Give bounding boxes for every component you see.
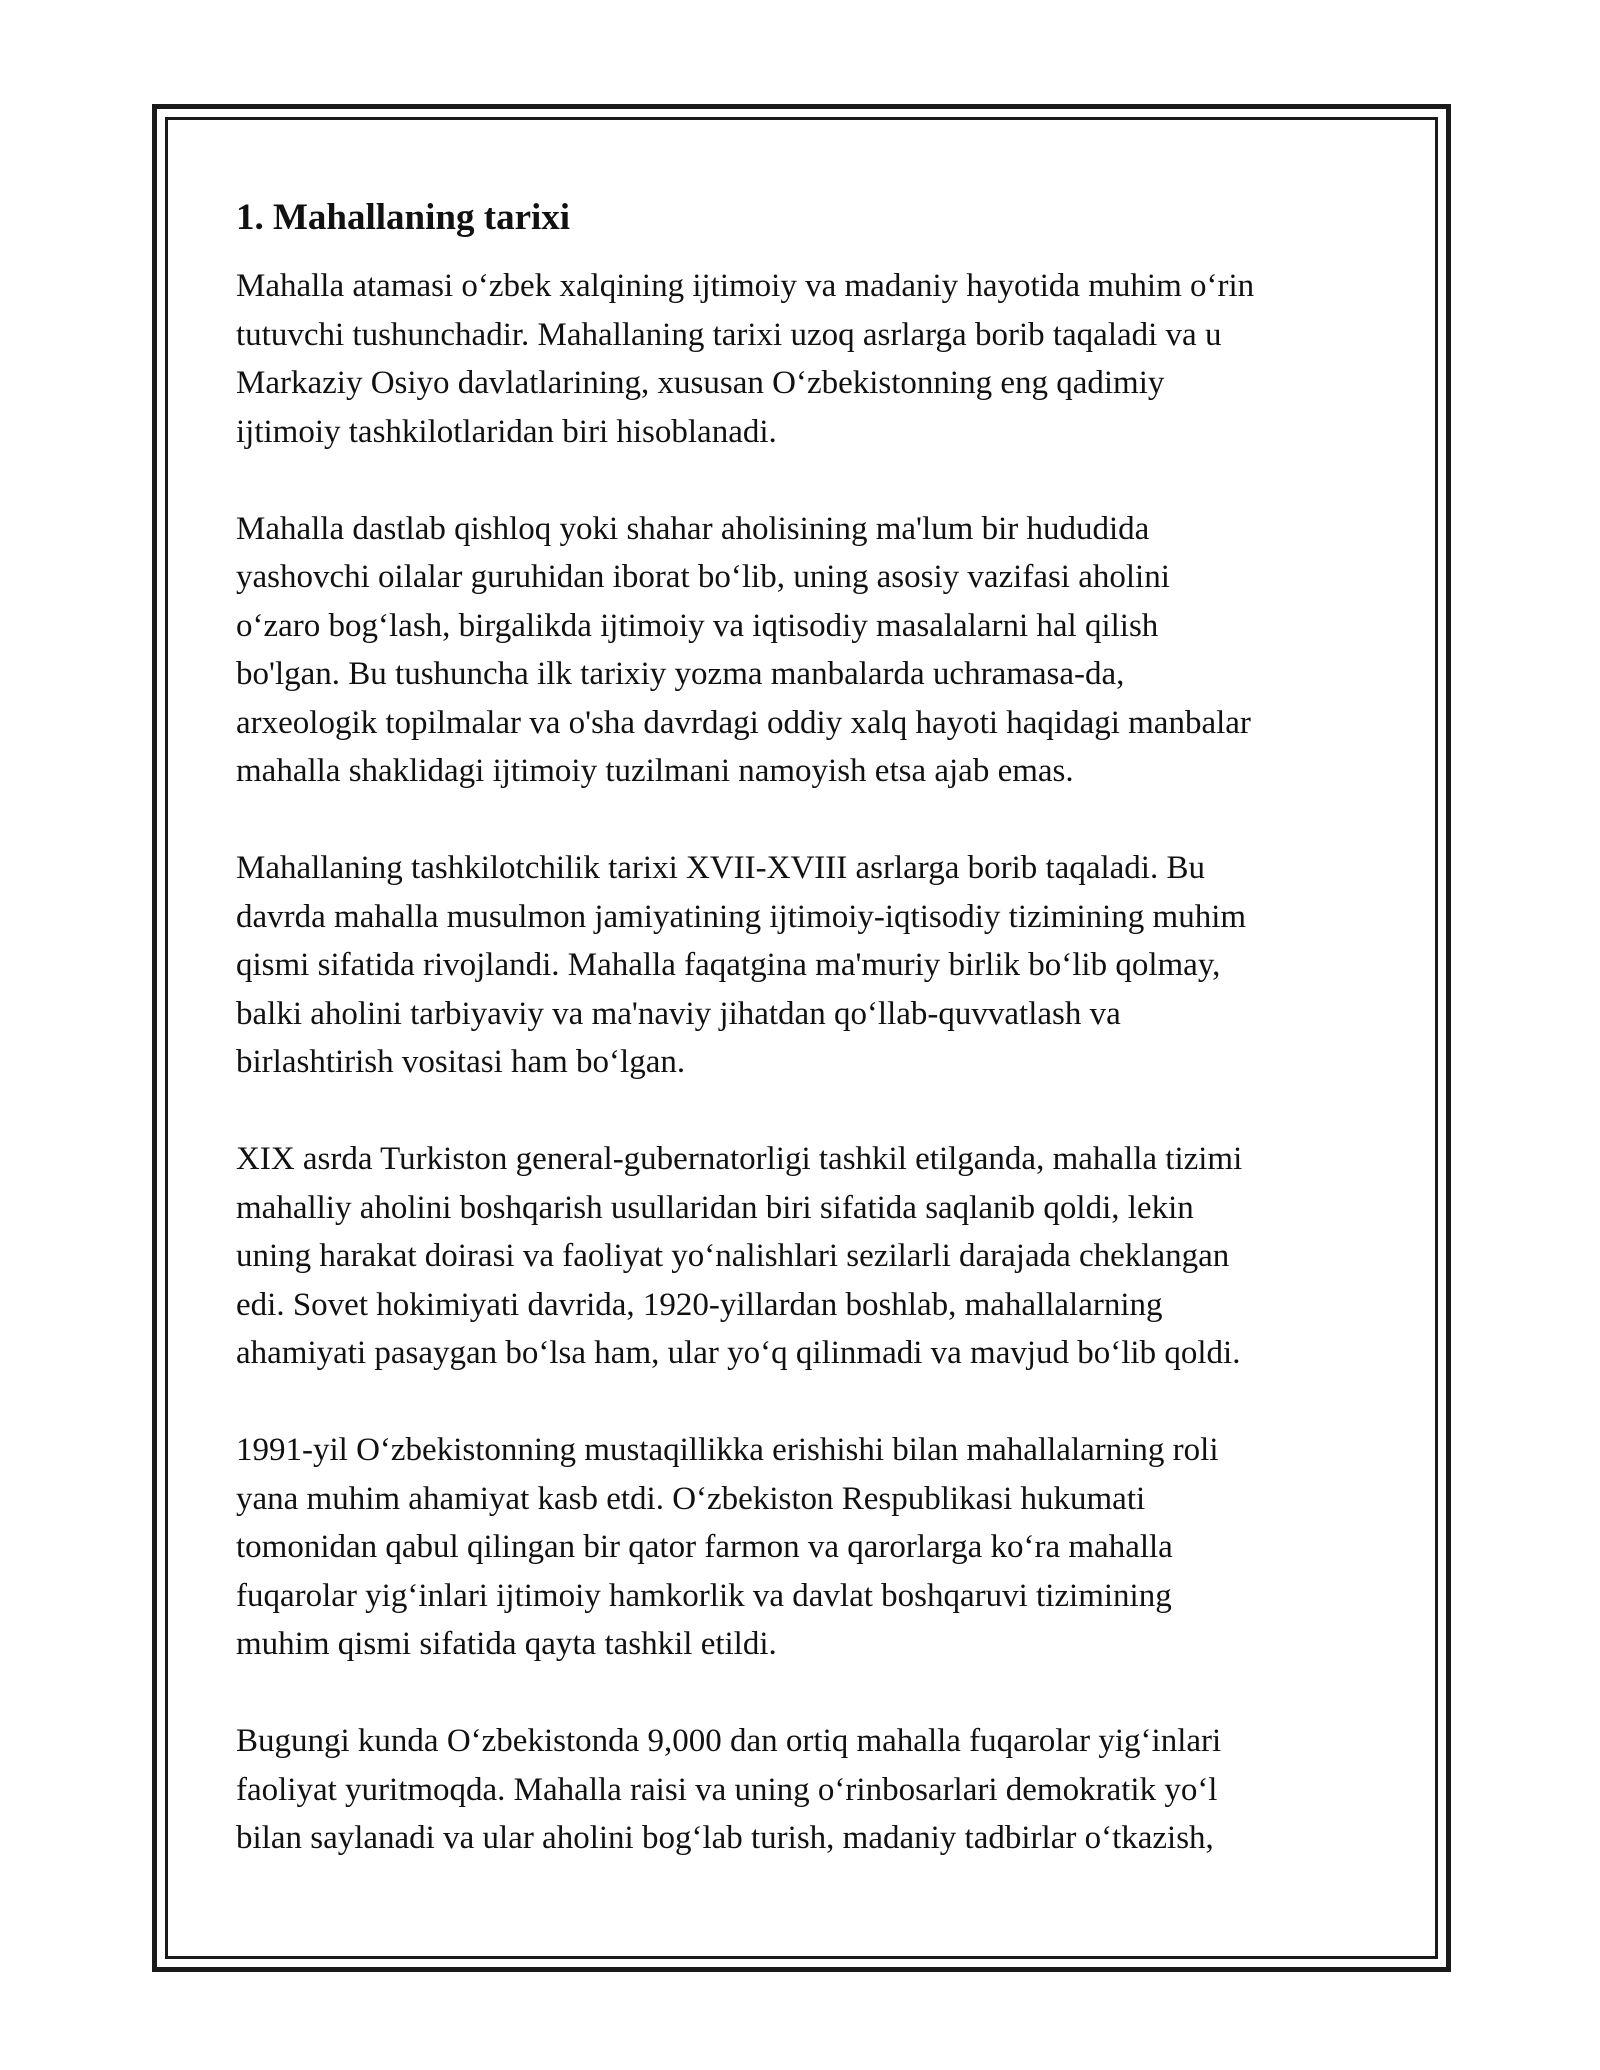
paragraph-6 (236, 1717, 1376, 1863)
text-line: yana muhim ahamiyat kasb etdi. O‘zbekiston Respublikasi hukumati (236, 1480, 1146, 1517)
text-line: mahalla shaklidagi ijtimoiy tuzilmani namoyish etsa ajab emas. (236, 753, 1074, 789)
text-line: XIX asrda Turkiston general-gubernatorligi tashkil etilganda, mahalla tizimi (236, 1141, 1243, 1177)
paragraph-5 (236, 1426, 1376, 1669)
text-line: Mahalla dastlab qishloq yoki shahar aholisining ma'lum bir hududida (236, 510, 1150, 547)
text-line: arxeologik topilmalar va o'sha davrdagi oddiy xalq hayoti haqidagi manbalar (236, 704, 1251, 741)
text-line: 1991-yil O‘zbekistonning mustaqillikka erishishi bilan mahallalarning roli (236, 1432, 1219, 1468)
section-heading: 1. Mahallaning tarixi (236, 197, 571, 238)
text-line: birlashtirish vositasi ham bo‘lgan. (236, 1044, 686, 1080)
text-line: uning harakat doirasi va faoliyat yo‘nalishlari sezilarli darajada cheklangan (236, 1238, 1230, 1274)
text-line: yashovchi oilalar guruhidan iborat bo‘lib, uning asosiy vazifasi aholini (236, 559, 1170, 595)
text-line: bo'lgan. Bu tushuncha ilk tarixiy yozma manbalarda uchramasa-da, (236, 656, 1125, 692)
text-line: tomonidan qabul qilingan bir qator farmon va qarorlarga ko‘ra mahalla (236, 1529, 1173, 1565)
text-line: mahalliy aholini boshqarish usullaridan biri sifatida saqlanib qoldi, lekin (236, 1189, 1194, 1226)
document-body (236, 190, 1376, 1911)
paragraph-4 (236, 1135, 1376, 1378)
text-line: qismi sifatida rivojlandi. Mahalla faqatgina ma'muriy birlik bo‘lib qolmay, (236, 947, 1221, 983)
text-line: bilan saylanadi va ular aholini bog‘lab turish, madaniy tadbirlar o‘tkazish, (236, 1820, 1214, 1856)
text-line: ijtimoiy tashkilotlaridan biri hisoblanadi. (236, 413, 777, 450)
text-line: tutuvchi tushunchadir. Mahallaning tarixi uzoq asrlarga borib taqaladi va u (236, 316, 1222, 353)
text-line: ahamiyati pasaygan bo‘lsa ham, ular yo‘q qilinmadi va mavjud bo‘lib qoldi. (236, 1335, 1241, 1371)
paragraph-2 (236, 505, 1376, 796)
text-line: edi. Sovet hokimiyati davrida, 1920-yillardan boshlab, mahallalarning (236, 1286, 1163, 1323)
paragraph-3 (236, 844, 1376, 1087)
text-line: Mahallaning tashkilotchilik tarixi XVII-XVIII asrlarga borib taqaladi. Bu (236, 850, 1205, 886)
text-line: Bugungi kunda O‘zbekistonda 9,000 dan ortiq mahalla fuqarolar yig‘inlari (236, 1723, 1222, 1759)
text-line: fuqarolar yig‘inlari ijtimoiy hamkorlik va davlat boshqaruvi tizimining (236, 1577, 1172, 1614)
paragraph-1 (236, 262, 1376, 456)
text-line: Mahalla atamasi o‘zbek xalqining ijtimoiy va madaniy hayotida muhim o‘rin (236, 268, 1255, 304)
text-line: davrda mahalla musulmon jamiyatining ijtimoiy-iqtisodiy tizimining muhim (236, 898, 1247, 935)
text-line: Markaziy Osiyo davlatlarining, xususan O‘zbekistonning eng qadimiy (236, 365, 1165, 401)
text-line: muhim qismi sifatida qayta tashkil etildi. (236, 1626, 777, 1662)
text-line: o‘zaro bog‘lash, birgalikda ijtimoiy va iqtisodiy masalalarni hal qilish (236, 607, 1159, 644)
text-line: balki aholini tarbiyaviy va ma'naviy jihatdan qo‘llab-quvvatlash va (236, 995, 1121, 1032)
text-line: faoliyat yuritmoqda. Mahalla raisi va uning o‘rinbosarlari demokratik yo‘l (236, 1771, 1218, 1808)
